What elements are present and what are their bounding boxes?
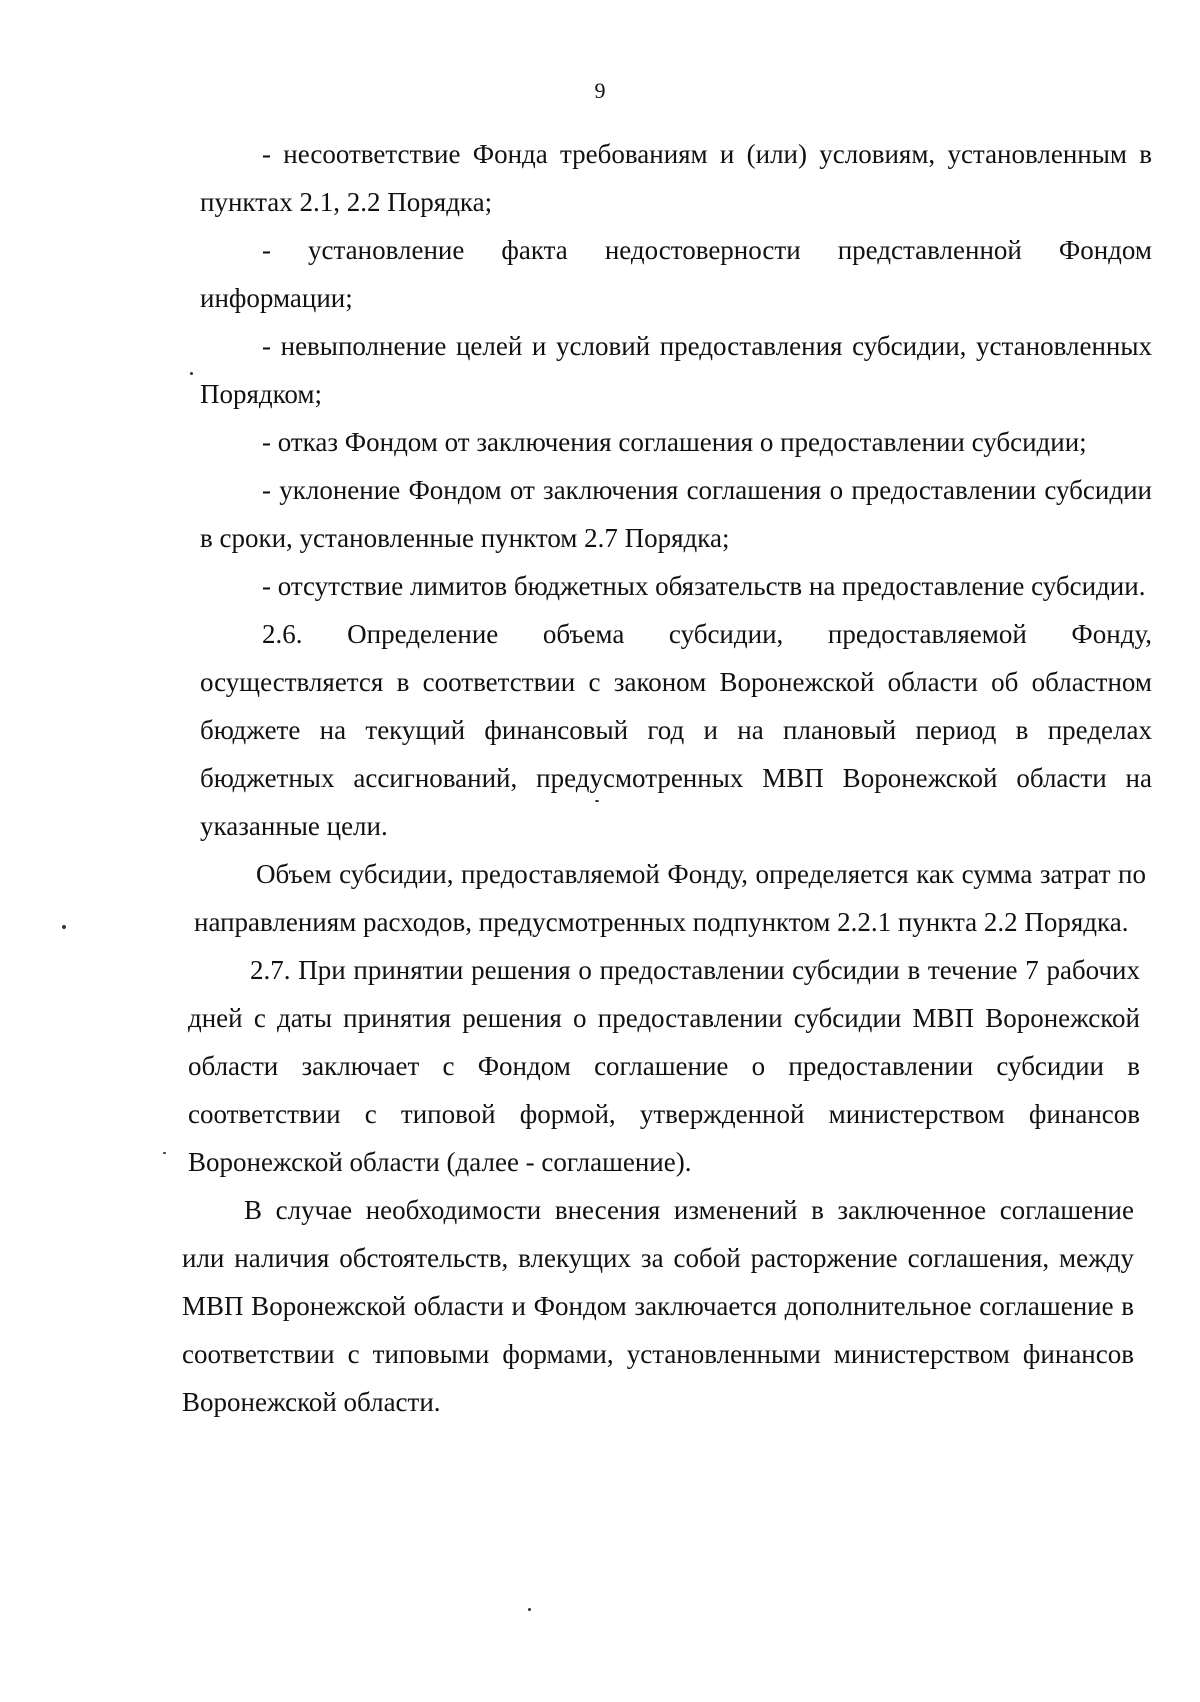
scan-speck (62, 925, 66, 929)
scan-speck (190, 372, 193, 375)
paragraph-evasion: - уклонение Фондом от заключения соглашения о предоставлении субсидии в сроки, установленные пунктом 2.7 Порядка; (200, 475, 1152, 553)
paragraph-subsidy-volume: Объем субсидии, предоставляемой Фонду, определяется как сумма затрат по направлениям расходов, предусмотренных подпунктом 2.2.1 пункта 2.2 Порядка. (194, 859, 1146, 937)
page-number: 9 (594, 78, 606, 103)
paragraph-2-6: 2.6. Определение объема субсидии, предоставляемой Фонду, осуществляется в соответствии с законом Воронежской области об областном бюджете на текущий финансовый год и на плановый период в пределах бюджетных ассигнований, предусмотренных МВП Воронежской области на указанные цели. (200, 619, 1152, 841)
paragraph-2-7: 2.7. При принятии решения о предоставлении субсидии в течение 7 рабочих дней с даты принятия решения о предоставлении субсидии МВП Воронежской области заключает с Фондом соглашение о предоставлении субсидии в соответствии с типовой формой, утвержденной министерством финансов Воронежской области (далее - соглашение). (188, 955, 1140, 1177)
paragraph-amendments: В случае необходимости внесения изменений в заключенное соглашение или наличия обстоятельств, влекущих за собой расторжение соглашения, между МВП Воронежской области и Фондом заключается дополнительное соглашение в соответствии с типовыми формами, установленными министерством финансов Воронежской области. (182, 1195, 1134, 1417)
paragraph-no-limits: - отсутствие лимитов бюджетных обязательств на предоставление субсидии. (262, 571, 1146, 601)
document-body (182, 130, 1152, 1426)
scan-speck (163, 1152, 166, 1154)
scan-speck (528, 1608, 531, 1611)
paragraph-noncompliance: - несоответствие Фонда требованиям и (или) условиям, установленным в пунктах 2.1, 2.2 Порядка; (200, 139, 1152, 217)
paragraph-goals-not-met: - невыполнение целей и условий предоставления субсидии, установленных Порядком; (200, 331, 1152, 409)
scan-speck (595, 800, 599, 802)
paragraph-false-information: - установление факта недостоверности представленной Фондом информации; (200, 235, 1152, 313)
paragraph-refusal: - отказ Фондом от заключения соглашения о предоставлении субсидии; (262, 427, 1087, 457)
